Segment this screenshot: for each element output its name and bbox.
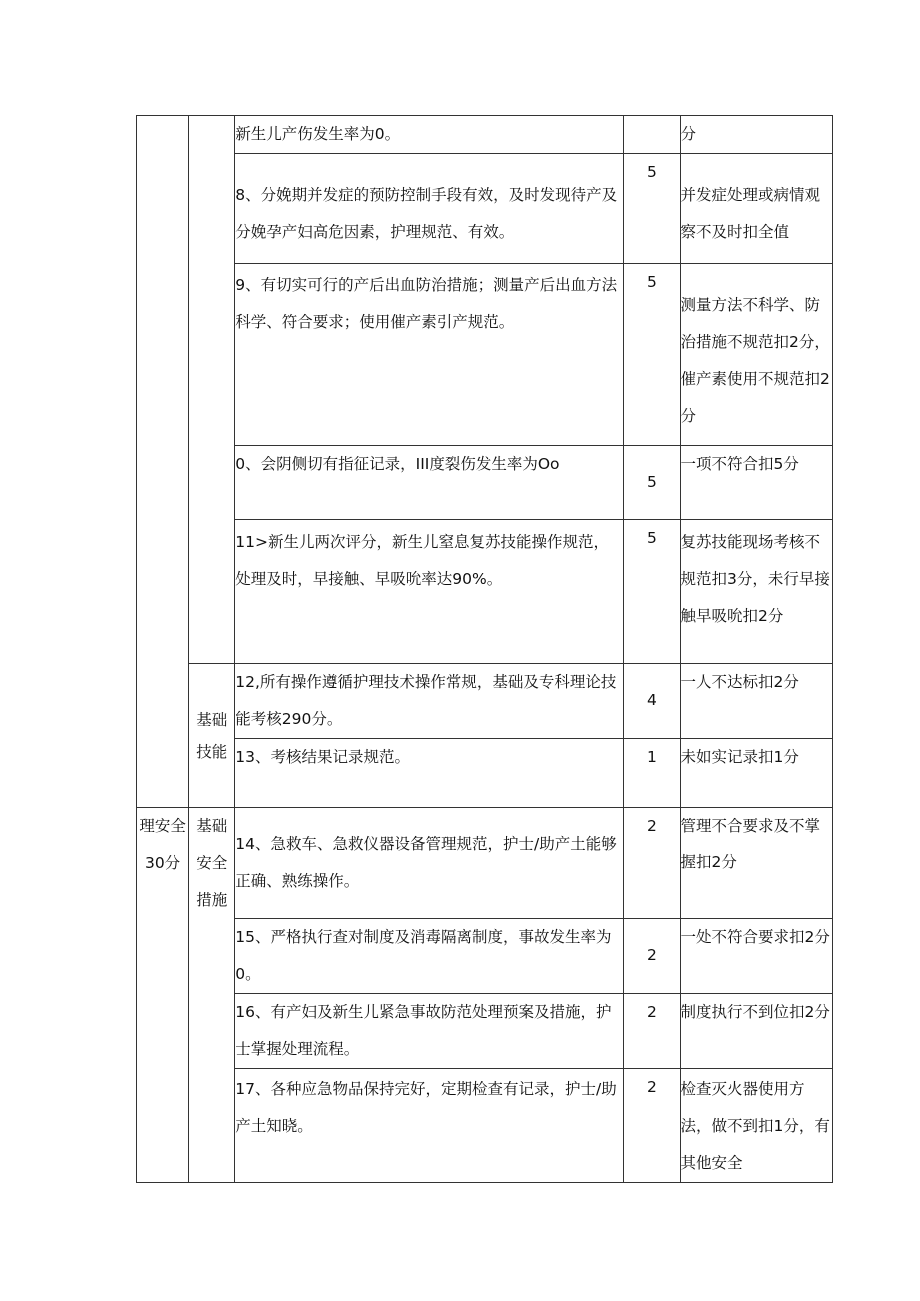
item-text: 13、考核结果记录规范。 — [235, 739, 624, 808]
table-row — [137, 116, 833, 154]
table-row — [137, 919, 833, 994]
subcategory-basic-skill: 基础技能 — [189, 664, 235, 808]
deduction-rule: 一人不达标扣2分 — [680, 664, 832, 739]
deduction-rule: 分 — [680, 116, 832, 154]
item-text: 新生儿产伤发生率为0。 — [235, 116, 624, 154]
category-safety: 理安全30分 — [137, 808, 189, 1183]
score-value: 2 — [624, 808, 680, 919]
score-value: 2 — [624, 994, 680, 1069]
score-value: 1 — [624, 739, 680, 808]
score-value: 4 — [624, 664, 680, 739]
item-text: 0、会阴侧切有指征记录，III度裂伤发生率为Oo — [235, 446, 624, 520]
deduction-rule: 一处不符合要求扣2分 — [680, 919, 832, 994]
table-row — [137, 664, 833, 739]
deduction-rule: 一项不符合扣5分 — [680, 446, 832, 520]
subcategory-safety-measures: 基础安全措施 — [189, 808, 235, 1183]
score-value: 2 — [624, 919, 680, 994]
score-value: 5 — [624, 264, 680, 446]
table-row — [137, 739, 833, 808]
item-text: 14、急救车、急救仪器设备管理规范，护士/助产土能够正确、熟练操作。 — [235, 808, 624, 919]
score-value: 5 — [624, 154, 680, 264]
item-text: 8、分娩期并发症的预防控制手段有效，及时发现待产及分娩孕产妇高危因素，护理规范、有效。 — [235, 154, 624, 264]
table-row — [137, 994, 833, 1069]
item-text: 16、有产妇及新生儿紧急事故防范处理预案及措施，护士掌握处理流程。 — [235, 994, 624, 1069]
score-value: 5 — [624, 520, 680, 664]
assessment-table — [136, 115, 833, 1183]
table-row — [137, 154, 833, 264]
table-row — [137, 520, 833, 664]
subcategory-cell-empty — [189, 116, 235, 664]
deduction-rule: 未如实记录扣1分 — [680, 739, 832, 808]
deduction-rule: 制度执行不到位扣2分 — [680, 994, 832, 1069]
deduction-rule: 并发症处理或病情观察不及时扣全值 — [680, 154, 832, 264]
table-row — [137, 446, 833, 520]
item-text: 17、各种应急物品保持完好，定期检查有记录，护士/助产土知晓。 — [235, 1069, 624, 1183]
score-value: 5 — [624, 446, 680, 520]
deduction-rule: 管理不合要求及不掌握扣2分 — [680, 808, 832, 919]
score-value — [624, 116, 680, 154]
deduction-rule: 复苏技能现场考核不规范扣3分，未行早接触早吸吮扣2分 — [680, 520, 832, 664]
table-row — [137, 808, 833, 919]
category-cell-empty — [137, 116, 189, 808]
deduction-rule: 测量方法不科学、防治措施不规范扣2分，催产素使用不规范扣2分 — [680, 264, 832, 446]
item-text: 9、有切实可行的产后出血防治措施；测量产后出血方法科学、符合要求；使用催产素引产规范。 — [235, 264, 624, 446]
deduction-rule: 检查灭火器使用方法，做不到扣1分，有其他安全 — [680, 1069, 832, 1183]
table-row — [137, 1069, 833, 1183]
item-text: 11>新生儿两次评分，新生儿窒息复苏技能操作规范，处理及时，早接触、早吸吮率达90%。 — [235, 520, 624, 664]
item-text: 15、严格执行查对制度及消毒隔离制度，事故发生率为0。 — [235, 919, 624, 994]
item-text: 12,所有操作遵循护理技术操作常规，基础及专科理论技能考核290分。 — [235, 664, 624, 739]
table-row — [137, 264, 833, 446]
score-value: 2 — [624, 1069, 680, 1183]
